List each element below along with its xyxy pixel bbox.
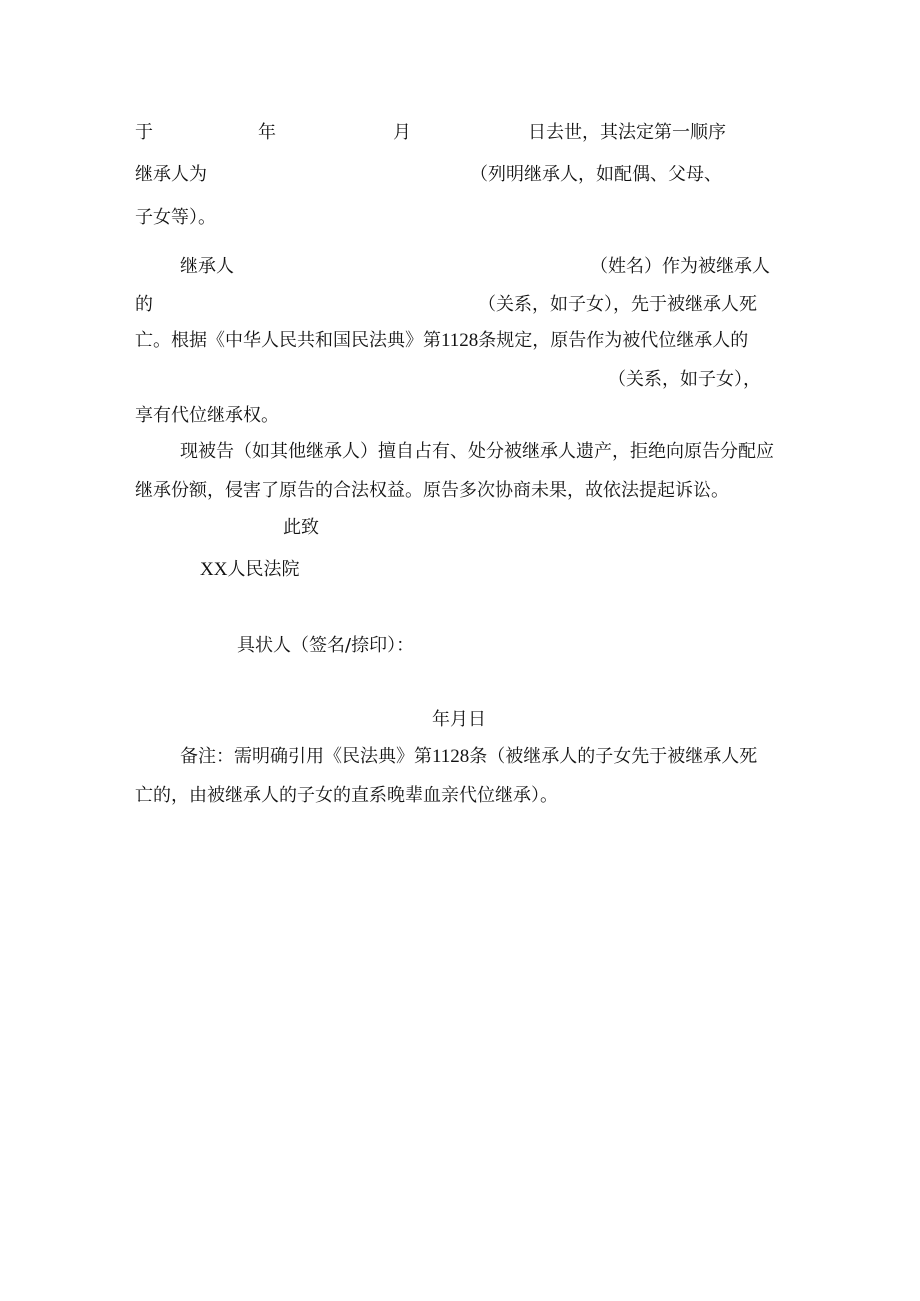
heirs-label: 继承人为: [135, 164, 207, 185]
defendant-facts-line-2: 继承份额，侵害了原告的合法权益。原告多次协商未果，故依法提起诉讼。: [135, 480, 729, 501]
heirs-hint: （列明继承人，如配偶、父母、: [470, 164, 722, 185]
law-basis-text-b: 条规定，原告作为被代位继承人的: [478, 330, 749, 351]
salutation: 此致: [283, 517, 319, 538]
year-label: 年: [258, 122, 276, 143]
date-prefix-text: 于: [135, 122, 153, 143]
note-line-1: [180, 746, 757, 768]
note-text-b: 条（被继承人的子女先于被继承人死: [469, 746, 758, 767]
relation-hint: （关系，如子女），先于被继承人死: [478, 294, 757, 315]
defendant-facts-line-1: 现被告（如其他继承人）擅自占有、处分被继承人遗产，拒绝向原告分配应: [180, 441, 774, 462]
signature-label: 具状人（签名/捺印）：: [237, 635, 415, 656]
of-text: 的: [135, 294, 153, 315]
article-number: 1128: [441, 330, 479, 351]
relation-hint-2: （关系，如子女），: [608, 369, 761, 390]
date-label: 年月日: [432, 709, 486, 730]
subrogation-right-text: 享有代位继承权。: [135, 405, 279, 426]
court-suffix: 人民法院: [227, 559, 300, 580]
law-basis-text-a: 亡。根据《中华人民共和国民法典》第: [135, 330, 441, 351]
day-death-text: 日去世，其法定第一顺序: [528, 122, 726, 143]
heir-label: 继承人: [180, 256, 234, 277]
name-hint: （姓名）作为被继承人: [590, 256, 770, 277]
note-line-2: 亡的，由被继承人的子女的直系晚辈血亲代位继承）。: [135, 785, 558, 806]
month-label: 月: [393, 122, 411, 143]
note-article-number: 1128: [432, 746, 470, 767]
court-name: [200, 559, 299, 581]
court-prefix: XX: [200, 559, 228, 580]
heirs-hint-end: 子女等）。: [135, 207, 216, 228]
law-basis-line: [135, 330, 748, 352]
note-text-a: 备注：需明确引用《民法典》第: [180, 746, 432, 767]
